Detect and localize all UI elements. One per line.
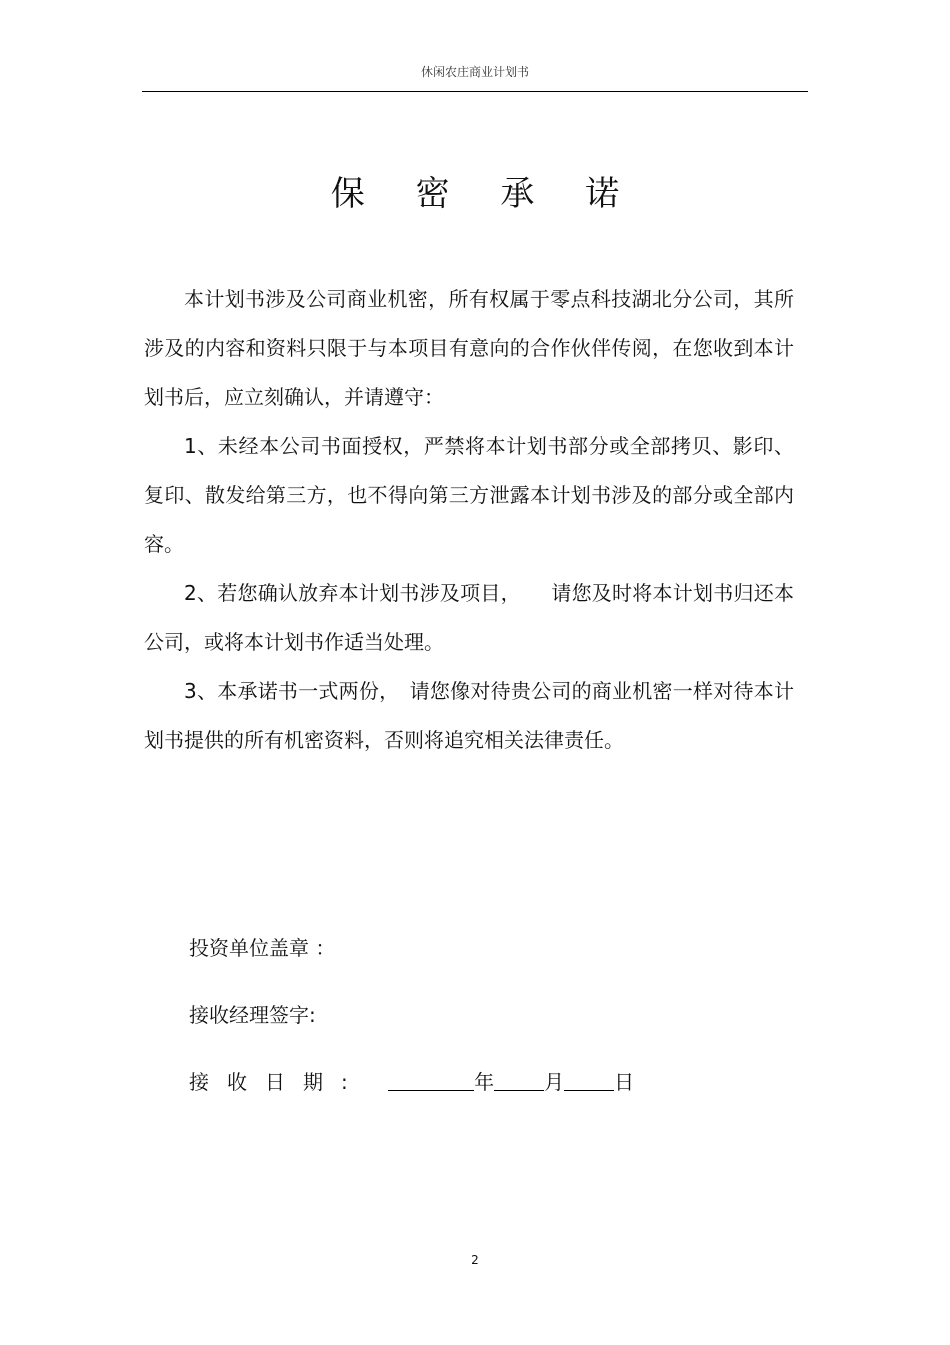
clause-1: 1、未经本公司书面授权，严禁将本计划书部分或全部拷贝、影印、复印、散发给第三方，也不得向第三方泄露本计划书涉及的部分或全部内容。	[144, 434, 794, 556]
running-header: 休闲农庄商业计划书	[420, 65, 529, 79]
month-blank	[494, 1070, 544, 1091]
intro-paragraph: 本计划书涉及公司商业机密，所有权属于零点科技湖北分公司，其所涉及的内容和资料只限于与本项目有意向的合作伙伴传阅，在您收到本计划书后，应立刻确认，并请遵守：	[144, 287, 794, 409]
page-number: 2	[471, 1253, 479, 1267]
investor-stamp-line: 投资单位盖章 ：	[189, 936, 336, 960]
document-title: 保 密 承 诺	[330, 174, 640, 214]
header-rule	[142, 91, 808, 92]
day-label: 日	[614, 1070, 635, 1094]
manager-signature-line: 接收经理签字:	[189, 1003, 316, 1027]
clause-2: 2、若您确认放弃本计划书涉及项目， 请您及时将本计划书归还本公司，或将本计划书作适当处理。	[144, 581, 794, 654]
clause-3: 3、本承诺书一式两份， 请您像对待贵公司的商业机密一样对待本计划书提供的所有机密资料，否则将追究相关法律责任。	[144, 679, 794, 752]
year-blank	[388, 1070, 474, 1091]
date-label: 接收日期:	[189, 1070, 366, 1094]
month-label: 月	[544, 1070, 565, 1094]
receipt-date-line	[189, 1068, 634, 1096]
day-blank	[564, 1070, 614, 1091]
year-label: 年	[474, 1070, 495, 1094]
body-text	[144, 275, 794, 765]
